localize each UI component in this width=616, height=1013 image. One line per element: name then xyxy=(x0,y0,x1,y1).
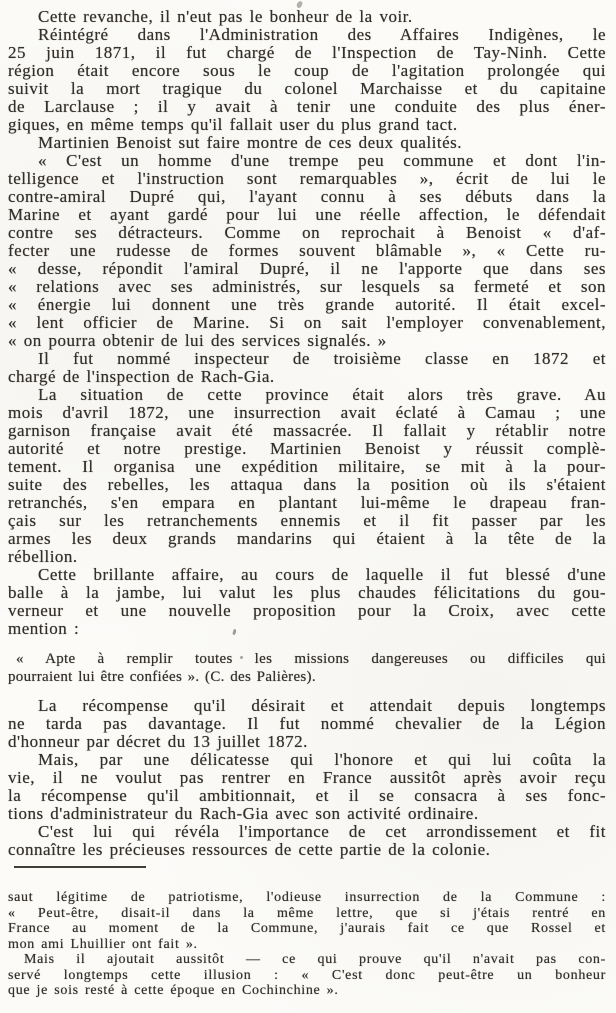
text-line: « relations avec ses administrés, sur lesquels sa fermeté et son xyxy=(8,277,606,296)
text-line: verneur et une nouvelle proposition pour la Croix, avec cette xyxy=(8,601,606,620)
text-line: « lent officier de Marine. Si on sait l'employer convenablement, xyxy=(8,313,606,332)
text-line: contre ses détracteurs. Comme on reprochait à Benoist « d'af- xyxy=(8,223,606,242)
text-line: saut légitime de patriotisme, l'odieuse insurrection de la Commune : xyxy=(8,890,606,905)
text-line: Cette brillante affaire, au cours de laquelle il fut blessé d'une xyxy=(38,565,606,584)
text-line: Réintégré dans l'Administration des Affaires Indigènes, le xyxy=(38,25,606,44)
text-line: mois d'avril 1872, une insurrection avait éclaté à Camau ; une xyxy=(8,403,606,422)
text-line: contre-amiral Dupré qui, l'ayant connu à ses débuts dans la xyxy=(8,187,606,206)
page-body-text xyxy=(8,8,606,859)
text-line: « on pourra obtenir de lui des services signalés. » xyxy=(8,331,387,350)
text-line: « énergie lui donnent une très grande autorité. Il était excel- xyxy=(8,295,606,314)
paragraph xyxy=(8,952,606,999)
text-line: servé longtemps cette illusion : « C'est donc peut-être un bonheur xyxy=(8,967,606,983)
text-line: retranchés, s'en empara en plantant lui-même le drapeau fran- xyxy=(8,493,606,512)
text-line: balle à la jambe, lui valut les plus chaudes félicitations du gou- xyxy=(8,583,606,602)
text-line: Il fut nommé inspecteur de troisième classe en 1872 et xyxy=(38,349,606,368)
paragraph xyxy=(8,152,606,350)
paragraph xyxy=(8,350,606,386)
text-line: telligence et l'instruction sont remarquables », écrit de lui le xyxy=(8,169,606,188)
text-line: 25 juin 1871, il fut chargé de l'Inspection de Tay-Ninh. Cette xyxy=(8,43,606,62)
text-line: connaître les précieuses ressources de cette partie de la colonie. xyxy=(8,840,491,859)
text-line: giques, en même temps qu'il fallait user du plus grand tact. xyxy=(8,115,458,134)
text-line: mon ami Lhuillier ont fait ». xyxy=(8,936,198,952)
text-line: garnison française avait été massacrée. Il fallait y rétablir notre xyxy=(8,421,606,440)
text-line: suite des rebelles, les attaqua dans la position où ils s'étaient xyxy=(8,475,606,494)
text-line: Mais il ajoutait aussitôt — ce qui prouve qu'il n'avait pas con- xyxy=(24,952,606,967)
text-line: La récompense qu'il désirait et attendait depuis longtemps xyxy=(38,696,606,715)
text-line: ne tarda pas davantage. Il fut nommé chevalier de la Légion xyxy=(8,714,606,733)
paragraph xyxy=(8,823,606,859)
text-line: armes les deux grands mandarins qui étaient à la tête de la xyxy=(8,529,606,548)
text-line: mention : xyxy=(8,619,80,638)
paragraph xyxy=(8,751,606,823)
text-line: la récompense qu'il ambitionnait, et il se consacra à ses fonc- xyxy=(8,786,606,805)
paragraph xyxy=(8,134,606,152)
text-line: vie, il ne voulut pas rentrer en France aussitôt après avoir reçu xyxy=(8,768,606,787)
text-line: rébellion. xyxy=(8,547,78,566)
text-line: Marine et ayant gardé pour lui une réelle affection, le défendait xyxy=(8,205,606,224)
paragraph xyxy=(8,26,606,134)
footnote-separator-rule xyxy=(14,866,146,868)
text-line: « Apte à remplir toutes les missions dangereuses ou difficiles qui xyxy=(16,651,606,667)
text-line: fecter une rudesse de formes souvent blâmable », « Cette ru- xyxy=(8,241,606,260)
paragraph xyxy=(8,386,606,566)
footnote-text xyxy=(8,890,606,999)
text-line: La situation de cette province était alors très grave. Au xyxy=(38,385,606,404)
text-line: « C'est un homme d'une trempe peu commune et dont l'in- xyxy=(38,151,606,170)
text-line: région était encore sous le coup de l'agitation prolongée qui xyxy=(8,61,606,80)
text-line: tions d'administrateur du Rach-Gia avec son activité ordinaire. xyxy=(8,804,479,823)
paragraph xyxy=(8,697,606,751)
text-line: Mais, par une délicatesse qui l'honore et qui lui coûta la xyxy=(38,750,606,769)
text-line: Martinien Benoist sut faire montre de ces deux qualités. xyxy=(38,133,463,152)
text-line: de Larclause ; il y avait à tenir une conduite des plus éner- xyxy=(8,97,606,116)
paragraph xyxy=(8,8,606,26)
text-line: tement. Il organisa une expédition militaire, se mit à la pour- xyxy=(8,457,606,476)
text-line: suivit la mort tragique du colonel Marchaisse et du capitaine xyxy=(8,79,606,98)
text-line: « desse, répondit l'amiral Dupré, il ne l'apporte que dans ses xyxy=(8,259,606,278)
paragraph xyxy=(8,566,606,638)
text-line: d'honneur par décret du 13 juillet 1872. xyxy=(8,732,308,751)
text-line: C'est lui qui révéla l'importance de cet arrondissement et fit xyxy=(38,822,606,841)
text-line: autorité et notre prestige. Martinien Benoist y réussit complè- xyxy=(8,439,606,458)
text-line: chargé de l'inspection de Rach-Gia. xyxy=(8,367,275,386)
text-line: France au moment de la Commune, j'aurais fait ce que Rossel et xyxy=(8,921,606,936)
text-line: « Peut-être, disait-il dans la même lettre, que si j'étais rentré en xyxy=(8,905,606,921)
citation-paragraph xyxy=(8,651,606,686)
text-line: pourraient lui être confiées ». (C. des Palières). xyxy=(8,668,316,685)
paragraph xyxy=(8,890,606,952)
text-line: Cette revanche, il n'eut pas le bonheur de la voir. xyxy=(38,7,413,26)
text-line: çais sur les retranchements ennemis et il fit passer par les xyxy=(8,511,606,530)
text-line: que je sois resté à cette époque en Cochinchine ». xyxy=(8,983,339,998)
